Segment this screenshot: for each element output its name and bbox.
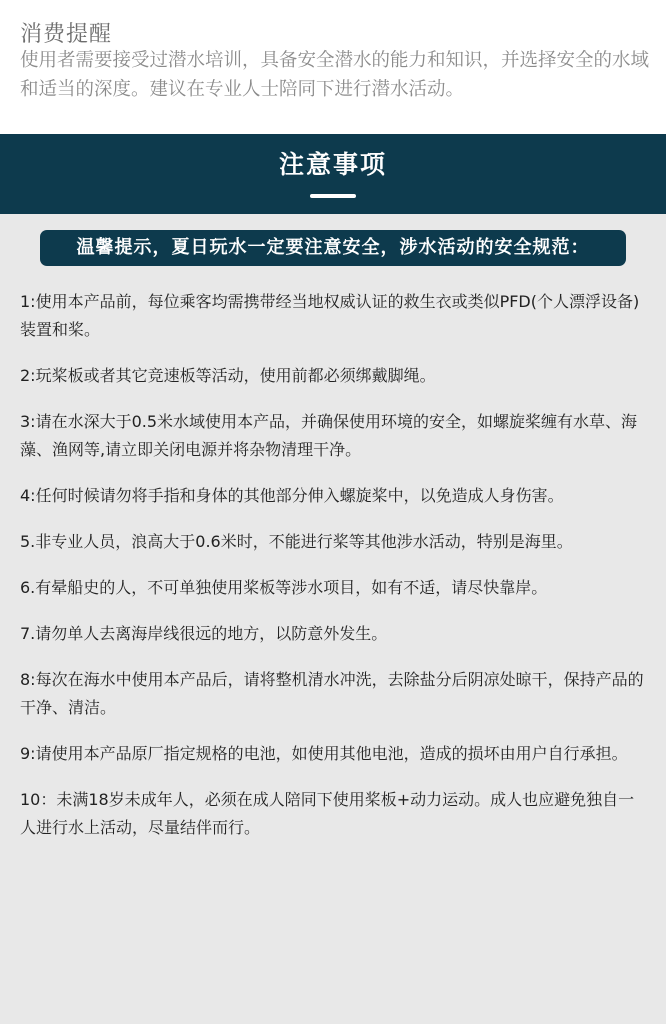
list-item: 9:请使用本产品原厂指定规格的电池，如使用其他电池，造成的损坏由用户自行承担。 — [20, 744, 628, 763]
notice-title: 消费提醒 — [20, 22, 113, 47]
list-item: 8:每次在海水中使用本产品后，请将整机清水冲洗，去除盐分后阴凉处晾干，保持产品的干净、清洁。 — [20, 670, 644, 717]
list-item: 10：未满18岁未成年人，必须在成人陪同下使用桨板+动力运动。成人也应避免独自一人进行水上活动，尽量结伴而行。 — [20, 790, 635, 837]
list-item: 5.非专业人员，浪高大于0.6米时，不能进行桨等其他涉水活动，特别是海里。 — [20, 532, 573, 551]
list-item: 4:任何时候请勿将手指和身体的其他部分伸入螺旋桨中，以免造成人身伤害。 — [20, 486, 564, 505]
safety-tip-pill: 温馨提示，夏日玩水一定要注意安全，涉水活动的安全规范： — [40, 230, 626, 266]
list-item: 6.有晕船史的人，不可单独使用桨板等涉水项目，如有不适，请尽快靠岸。 — [20, 578, 548, 597]
banner-underline — [310, 194, 356, 198]
precautions-banner — [0, 134, 666, 214]
precaution-list — [20, 288, 648, 860]
notice-body: 使用者需要接受过潜水培训，具备安全潜水的能力和知识，并选择安全的水域和适当的深度。建议在专业人士陪同下进行潜水活动。 — [20, 50, 650, 100]
list-item: 2:玩桨板或者其它竞速板等活动，使用前都必须绑戴脚绳。 — [20, 366, 436, 385]
list-item: 7.请勿单人去离海岸线很远的地方，以防意外发生。 — [20, 624, 388, 643]
list-item: 3:请在水深大于0.5米水域使用本产品，并确保使用环境的安全，如螺旋桨缠有水草、海藻、渔网等,请立即关闭电源并将杂物清理干净。 — [20, 412, 638, 459]
consumer-notice-section — [0, 0, 666, 134]
banner-title: 注意事项 — [278, 150, 387, 179]
list-item: 1:使用本产品前，每位乘客均需携带经当地权威认证的救生衣或类似PFD(个人漂浮设备)装置和桨。 — [20, 292, 640, 339]
